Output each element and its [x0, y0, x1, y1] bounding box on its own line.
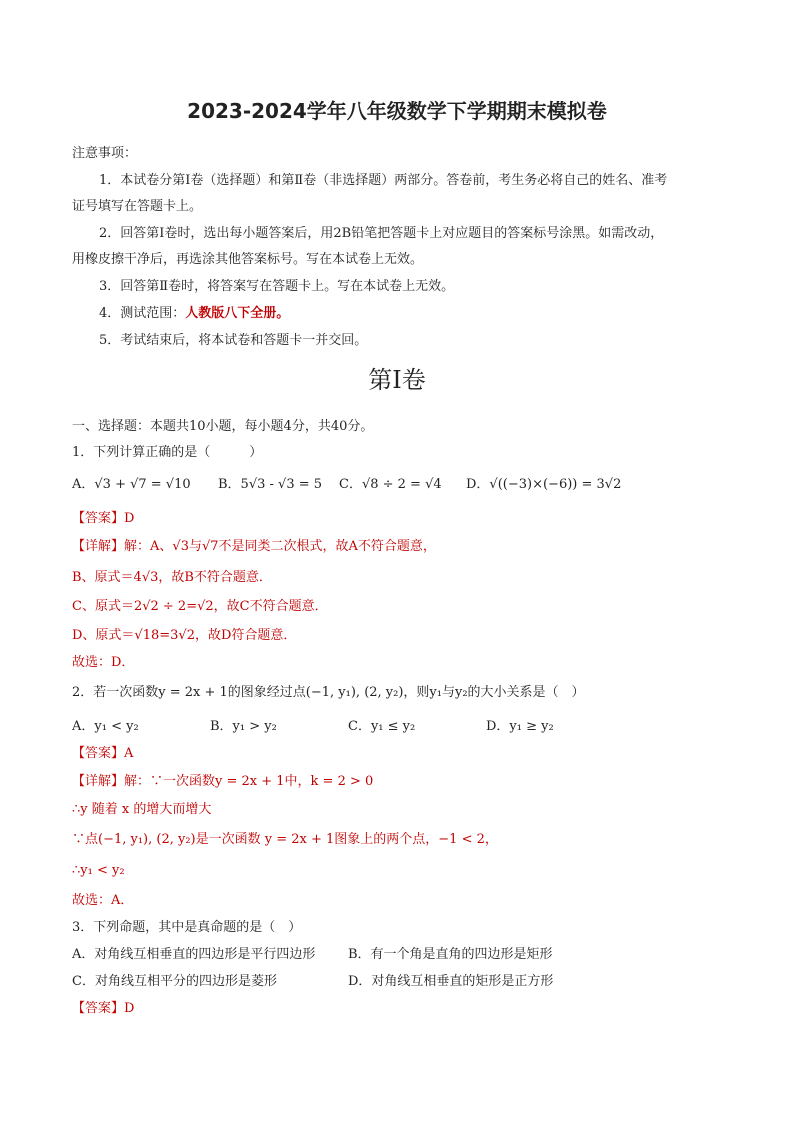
q2-detail-1: 解：∵一次函数y = 2x + 1中，k = 2 > 0 — [124, 774, 374, 789]
q1-detail-2: B、原式＝4√3，故B不符合题意． — [72, 570, 272, 585]
q1-detail-tag: 【详解】 — [72, 539, 125, 554]
q2-detail-3: ∵点(−1, y₁), (2, y₂)是一次函数 y = 2x + 1图象上的两个点，−1 < 2， — [72, 832, 498, 847]
q2-answer-tag: 【答案】 — [72, 746, 125, 761]
q3-option-a: A．对角线互相垂直的四边形是平行四边形 — [72, 947, 316, 962]
q1-detail-4: D、原式＝√18=3√2，故D符合题意． — [72, 628, 297, 643]
page-title: 2023-2024学年八年级数学下学期期末模拟卷 — [187, 99, 607, 123]
notice-item-1a: 1．本试卷分第Ⅰ卷（选择题）和第Ⅱ卷（非选择题）两部分。答卷前，考生务必将自己的姓名、准考 — [99, 173, 668, 188]
q2-detail-tag: 【详解】 — [72, 774, 125, 789]
q3-option-d: D．对角线互相垂直的矩形是正方形 — [348, 974, 554, 989]
q1-option-c: C．√8 ÷ 2 = √4 — [339, 477, 442, 492]
q2-option-c: C．y₁ ≤ y₂ — [348, 719, 416, 734]
q3-answer-line — [72, 1000, 134, 1018]
part1-heading: 一、选择题：本题共10小题，每小题4分，共40分。 — [72, 419, 374, 434]
q1-detail-line-1 — [72, 538, 436, 556]
q2-option-d: D．y₁ ≥ y₂ — [486, 719, 554, 734]
q1-option-b: B．5√3 - √3 = 5 — [218, 477, 323, 492]
q2-option-a: A．y₁ < y₂ — [72, 719, 139, 734]
q2-answer-line — [72, 745, 133, 763]
q2-detail-2: ∴y 随着 x 的增大而增大 — [72, 802, 212, 817]
notice-item-2a: 2．回答第Ⅰ卷时，选出每小题答案后，用2B铅笔把答题卡上对应题目的答案标号涂黑。如需改动， — [99, 226, 664, 241]
notice-item-5: 5．考试结束后，将本试卷和答题卡一并交回。 — [99, 333, 368, 348]
notice-item-2b: 用橡皮擦干净后，再选涂其他答案标号。写在本试卷上无效。 — [72, 252, 424, 267]
q2-stem: 2．若一次函数y = 2x + 1的图象经过点(−1, y₁), (2, y₂)，则y₁与y₂的大小关系是（ ） — [72, 685, 585, 700]
test-range: 人教版八下全册。 — [185, 306, 290, 321]
q3-answer-tag: 【答案】 — [72, 1001, 125, 1016]
q1-answer: D — [124, 511, 135, 526]
q1-answer-tag: 【答案】 — [72, 511, 125, 526]
q2-detail-line-1 — [72, 773, 373, 791]
notice-item-4-prefix: 4．测试范围： — [99, 306, 186, 321]
notice-heading: 注意事项： — [72, 146, 138, 161]
notice-item-3: 3．回答第Ⅱ卷时，将答案写在答题卡上。写在本试卷上无效。 — [99, 279, 455, 294]
q3-stem: 3．下列命题，其中是真命题的是（ ） — [72, 920, 302, 935]
q1-stem: 1．下列计算正确的是（ ） — [72, 445, 263, 460]
q1-option-a: A．√3 + √7 = √10 — [72, 477, 191, 492]
q1-answer-line — [72, 510, 134, 528]
q2-detail-5: 故选：A． — [72, 893, 134, 908]
q3-answer: D — [124, 1001, 135, 1016]
q3-option-b: B．有一个角是直角的四边形是矩形 — [348, 947, 553, 962]
q2-option-b: B．y₁ > y₂ — [210, 719, 277, 734]
q2-detail-4: ∴y₁ < y₂ — [72, 863, 125, 878]
q3-option-c: C．对角线互相平分的四边形是菱形 — [72, 974, 277, 989]
notice-item-1b: 证号填写在答题卡上。 — [72, 199, 203, 214]
q1-detail-3: C、原式＝2√2 ÷ 2=√2，故C不符合题意． — [72, 599, 328, 614]
q1-detail-5: 故选：D． — [72, 655, 135, 670]
section-title: 第Ⅰ卷 — [368, 366, 426, 394]
notice-item-4 — [99, 305, 289, 323]
q1-option-d: D．√((−3)×(−6)) = 3√2 — [466, 477, 622, 492]
q2-answer: A — [124, 746, 134, 761]
q1-detail-1: 解：A、√3与√7不是同类二次根式，故A不符合题意， — [124, 539, 436, 554]
